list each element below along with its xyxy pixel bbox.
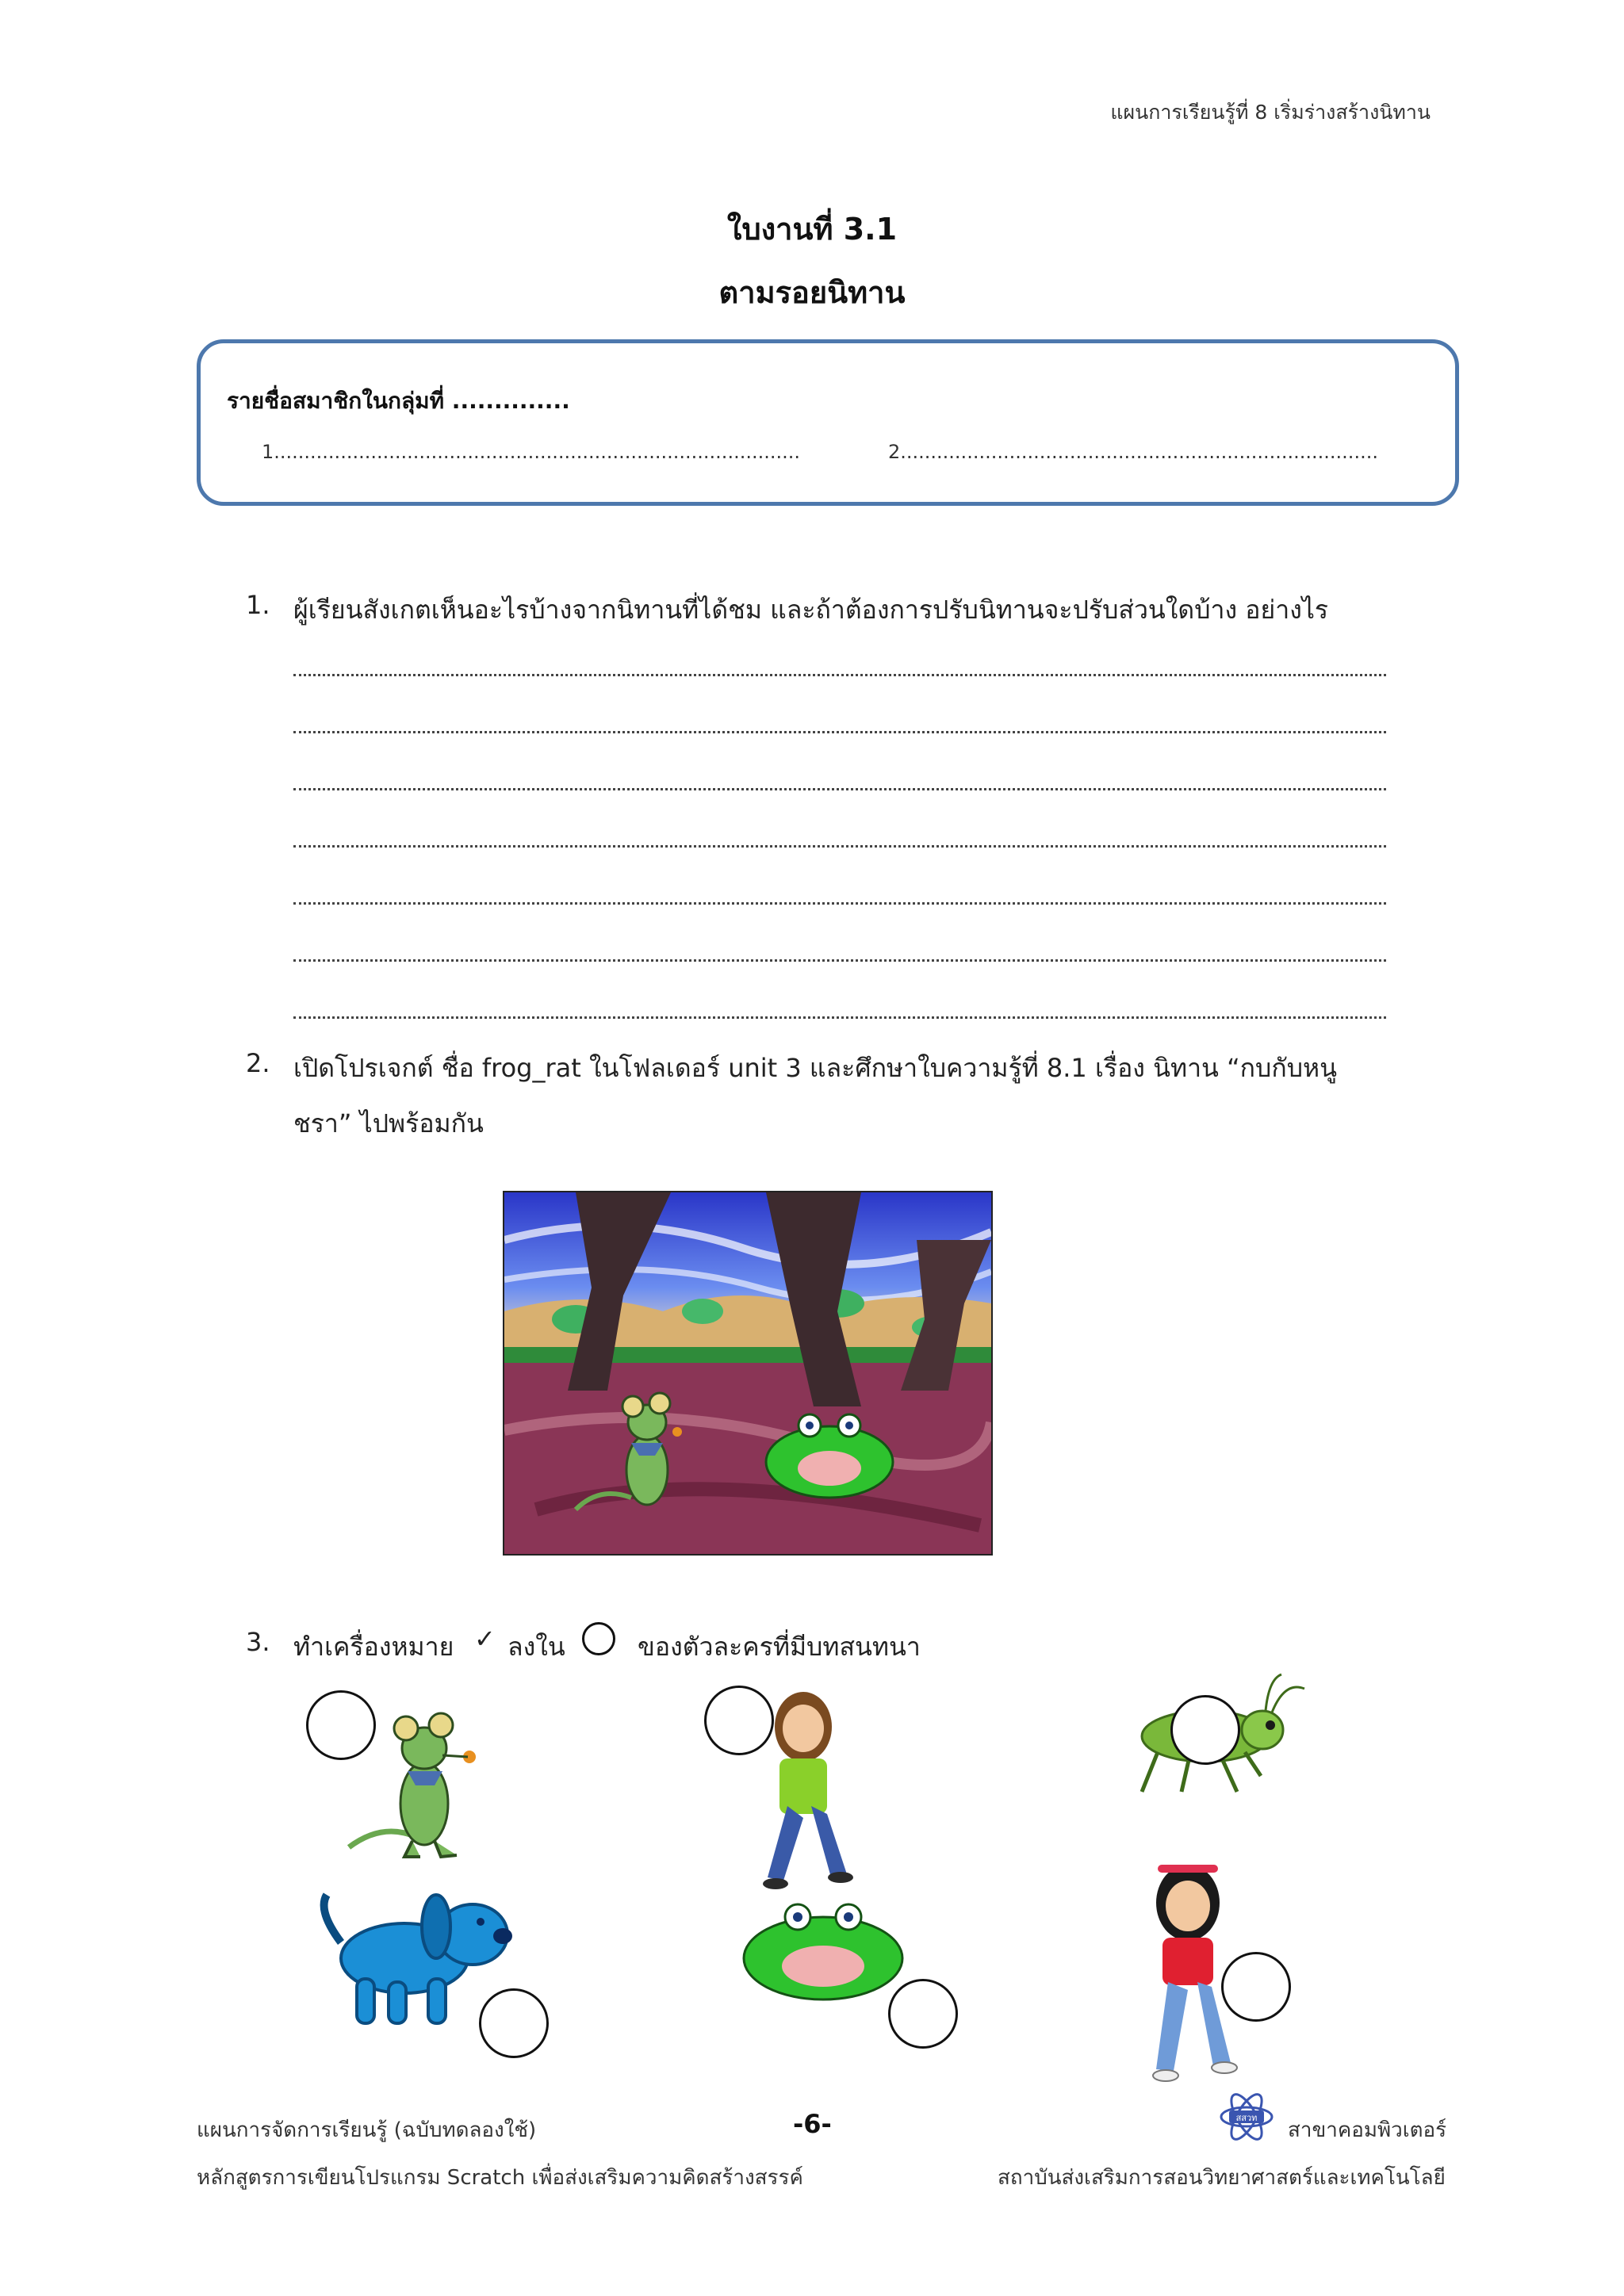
checkbox-circle[interactable] — [1221, 1952, 1291, 2022]
institute-logo-icon — [1218, 2088, 1275, 2145]
answer-line[interactable] — [293, 671, 1386, 676]
question-2-number: 2. — [246, 1048, 270, 1078]
members-title: รายชื่อสมาชิกในกลุ่มที่ .............. — [227, 388, 570, 414]
checkbox-circle[interactable] — [1170, 1695, 1240, 1765]
checkbox-circle[interactable] — [888, 1979, 958, 2049]
checkbox-circle[interactable] — [306, 1690, 376, 1760]
checkbox-circle[interactable] — [479, 1988, 549, 2058]
check-mark-icon: ✓ — [474, 1624, 496, 1654]
answer-line[interactable] — [293, 1013, 1386, 1019]
footer-right-line2: สถาบันส่งเสริมการสอนวิทยาศาสตร์และเทคโนโลยี — [998, 2166, 1446, 2190]
question-1-text: ผู้เรียนสังเกตเห็นอะไรบ้างจากนิทานที่ได้ชม และถ้าต้องการปรับนิทานจะปรับส่วนใดบ้าง อย่างไร — [293, 595, 1329, 625]
footer-left-line1: แผนการจัดการเรียนรู้ (ฉบับทดลองใช้) — [197, 2118, 537, 2142]
footer-right-line1: สาขาคอมพิวเตอร์ — [1288, 2118, 1447, 2142]
lesson-reference: แผนการเรียนรู้ที่ 8 เริ่มร่างสร้างนิทาน — [1110, 101, 1431, 124]
logo-text: สสวท — [1235, 2113, 1258, 2123]
answer-line[interactable] — [293, 728, 1386, 733]
question-2-text-line1: เปิดโปรเจกต์ ชื่อ frog_rat ในโฟลเดอร์ unit 3 และศึกษาใบความรู้ที่ 8.1 เรื่อง นิทาน “กบกับหนู — [293, 1053, 1337, 1083]
question-3-text-before: ทำเครื่องหมาย — [293, 1632, 454, 1662]
worksheet-title: ใบงานที่ 3.1 — [726, 212, 898, 247]
question-1-number: 1. — [246, 590, 270, 620]
member-line-2: 2............................................................................... — [888, 441, 1378, 463]
page-number: -6- — [793, 2109, 832, 2139]
answer-line[interactable] — [293, 785, 1386, 790]
checkbox-circle[interactable] — [704, 1686, 774, 1755]
question-3-number: 3. — [246, 1627, 270, 1657]
members-box — [197, 339, 1459, 506]
question-3-text-after: ของตัวละครที่มีบทสนทนา — [638, 1632, 921, 1662]
story-scene-image — [503, 1191, 993, 1556]
answer-line[interactable] — [293, 842, 1386, 848]
worksheet-subtitle: ตามรอยนิทาน — [718, 275, 906, 310]
circle-icon — [582, 1622, 615, 1655]
answer-line[interactable] — [293, 956, 1386, 962]
question-2-text-line2: ชรา” ไปพร้อมกัน — [293, 1108, 484, 1138]
member-line-1: 1....................................................................................... — [262, 441, 800, 463]
answer-line[interactable] — [293, 899, 1386, 905]
frog-character — [736, 1903, 910, 2009]
question-3-text-middle: ลงใน — [508, 1632, 565, 1662]
footer-left-line2: หลักสูตรการเขียนโปรแกรม Scratch เพื่อส่งเสริมความคิดสร้างสรรค์ — [197, 2166, 803, 2190]
